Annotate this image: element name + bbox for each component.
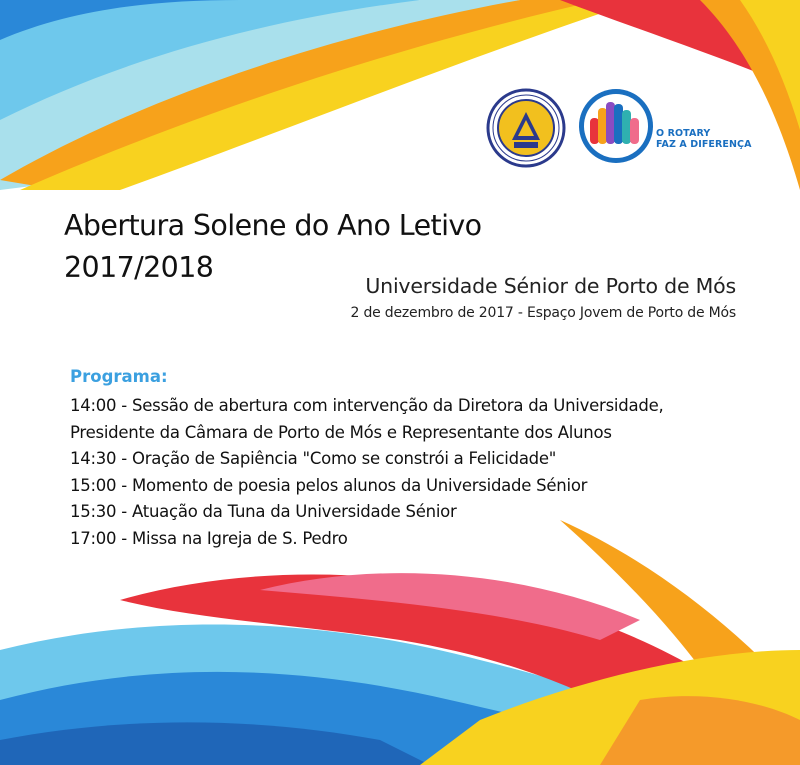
rotary-slogan-line2: FAZ A DIFERENÇA: [656, 139, 752, 150]
organizer-name: Universidade Sénior de Porto de Mós: [365, 274, 736, 298]
program-line: Presidente da Câmara de Porto de Mós e Representante dos Alunos: [70, 422, 612, 442]
program-heading: Programa:: [70, 367, 168, 386]
logos-row: [486, 88, 752, 168]
event-title-line2: 2017/2018: [64, 251, 214, 284]
event-title-line1: Abertura Solene do Ano Letivo: [64, 209, 482, 242]
program-line: 14:00 - Sessão de abertura com intervenção da Diretora da Universidade,: [70, 396, 664, 415]
event-date-place: 2 de dezembro de 2017 - Espaço Jovem de Porto de Mós: [350, 305, 736, 321]
rotary-slogan-line1: O ROTARY: [656, 128, 711, 139]
universidade-senior-seal-logo: [486, 88, 566, 168]
rotary-logo: [578, 88, 654, 164]
program-line: 15:30 - Atuação da Tuna da Universidade Sénior: [70, 502, 457, 522]
program-line: 15:00 - Momento de poesia pelos alunos da Universidade Sénior: [70, 475, 588, 495]
program-line: 14:30 - Oração de Sapiência "Como se constrói a Felicidade": [70, 449, 557, 469]
rotary-slogan: [656, 128, 752, 150]
program-line: 17:00 - Missa na Igreja de S. Pedro: [70, 528, 348, 548]
program-list: [70, 393, 663, 553]
